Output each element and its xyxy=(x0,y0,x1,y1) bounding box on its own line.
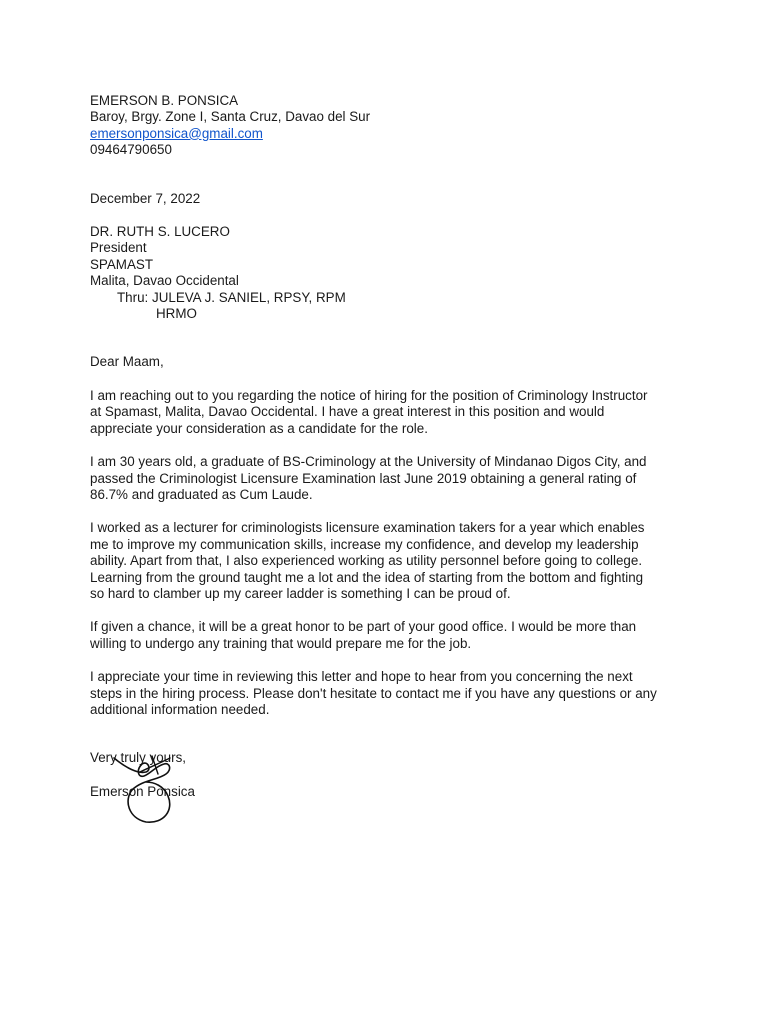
paragraph-3 xyxy=(90,520,690,602)
paragraph-1 xyxy=(90,388,690,437)
paragraph-line: steps in the hiring process. Please don't hesitate to contact me if you have any questions or any xyxy=(90,685,657,701)
paragraph-line: additional information needed. xyxy=(90,701,270,717)
closing: Very truly yours, xyxy=(90,750,186,766)
sender-address: Baroy, Brgy. Zone I, Santa Cruz, Davao del Sur xyxy=(90,109,371,125)
paragraph-line: 86.7% and graduated as Cum Laude. xyxy=(90,486,313,502)
paragraph-line: I am 30 years old, a graduate of BS-Criminology at the University of Mindanao Digos City, and xyxy=(90,454,647,470)
paragraph-line: If given a chance, it will be a great honor to be part of your good office. I would be more than xyxy=(90,619,637,635)
paragraph-line: I worked as a lecturer for criminologists licensure examination takers for a year which enables xyxy=(90,520,645,536)
recipient-title: President xyxy=(90,240,147,256)
thru-name: JULEVA J. SANIEL, RPSY, RPM xyxy=(152,289,346,305)
paragraph-line: so hard to clamber up my career ladder is something I can be proud of. xyxy=(90,585,511,601)
sender-name: EMERSON B. PONSICA xyxy=(90,93,239,108)
salutation: Dear Maam, xyxy=(90,354,164,370)
thru-title: HRMO xyxy=(156,306,197,322)
letter-date: December 7, 2022 xyxy=(90,190,201,206)
paragraph-2 xyxy=(90,454,690,503)
signature-stroke xyxy=(114,758,170,822)
paragraph-line: at Spamast, Malita, Davao Occidental. I have a great interest in this position and would xyxy=(90,404,605,420)
recipient-location: Malita, Davao Occidental xyxy=(90,273,239,289)
handwritten-signature xyxy=(112,752,194,824)
thru-line xyxy=(90,290,690,306)
sender-email-link[interactable]: emersonponsica@gmail.com xyxy=(90,125,263,141)
recipient-name: DR. RUTH S. LUCERO xyxy=(90,224,230,240)
recipient-org: SPAMAST xyxy=(90,256,153,272)
paragraph-line: I appreciate your time in reviewing this letter and hope to hear from you concerning the next xyxy=(90,669,633,685)
paragraph-line: ability. Apart from that, I also experienced working as utility personnel before going to college. xyxy=(90,553,643,569)
paragraph-line: passed the Criminologist Licensure Examination last June 2019 obtaining a general rating of xyxy=(90,470,637,486)
paragraph-line: me to improve my communication skills, increase my confidence, and develop my leadership xyxy=(90,536,639,552)
paragraph-5 xyxy=(90,669,690,718)
paragraph-4 xyxy=(90,619,690,652)
paragraph-line: I am reaching out to you regarding the notice of hiring for the position of Criminology Instructor xyxy=(90,387,648,403)
sender-phone: 09464790650 xyxy=(90,142,172,158)
signature-name: Emerson Ponsica xyxy=(90,783,195,799)
signature-stroke xyxy=(140,756,170,774)
thru-label: Thru: xyxy=(117,289,149,305)
paragraph-line: willing to undergo any training that would prepare me for the job. xyxy=(90,635,472,651)
paragraph-line: appreciate your consideration as a candidate for the role. xyxy=(90,420,428,436)
paragraph-line: Learning from the ground taught me a lot and the idea of starting from the bottom and fighting xyxy=(90,569,644,585)
cover-letter xyxy=(90,93,690,800)
